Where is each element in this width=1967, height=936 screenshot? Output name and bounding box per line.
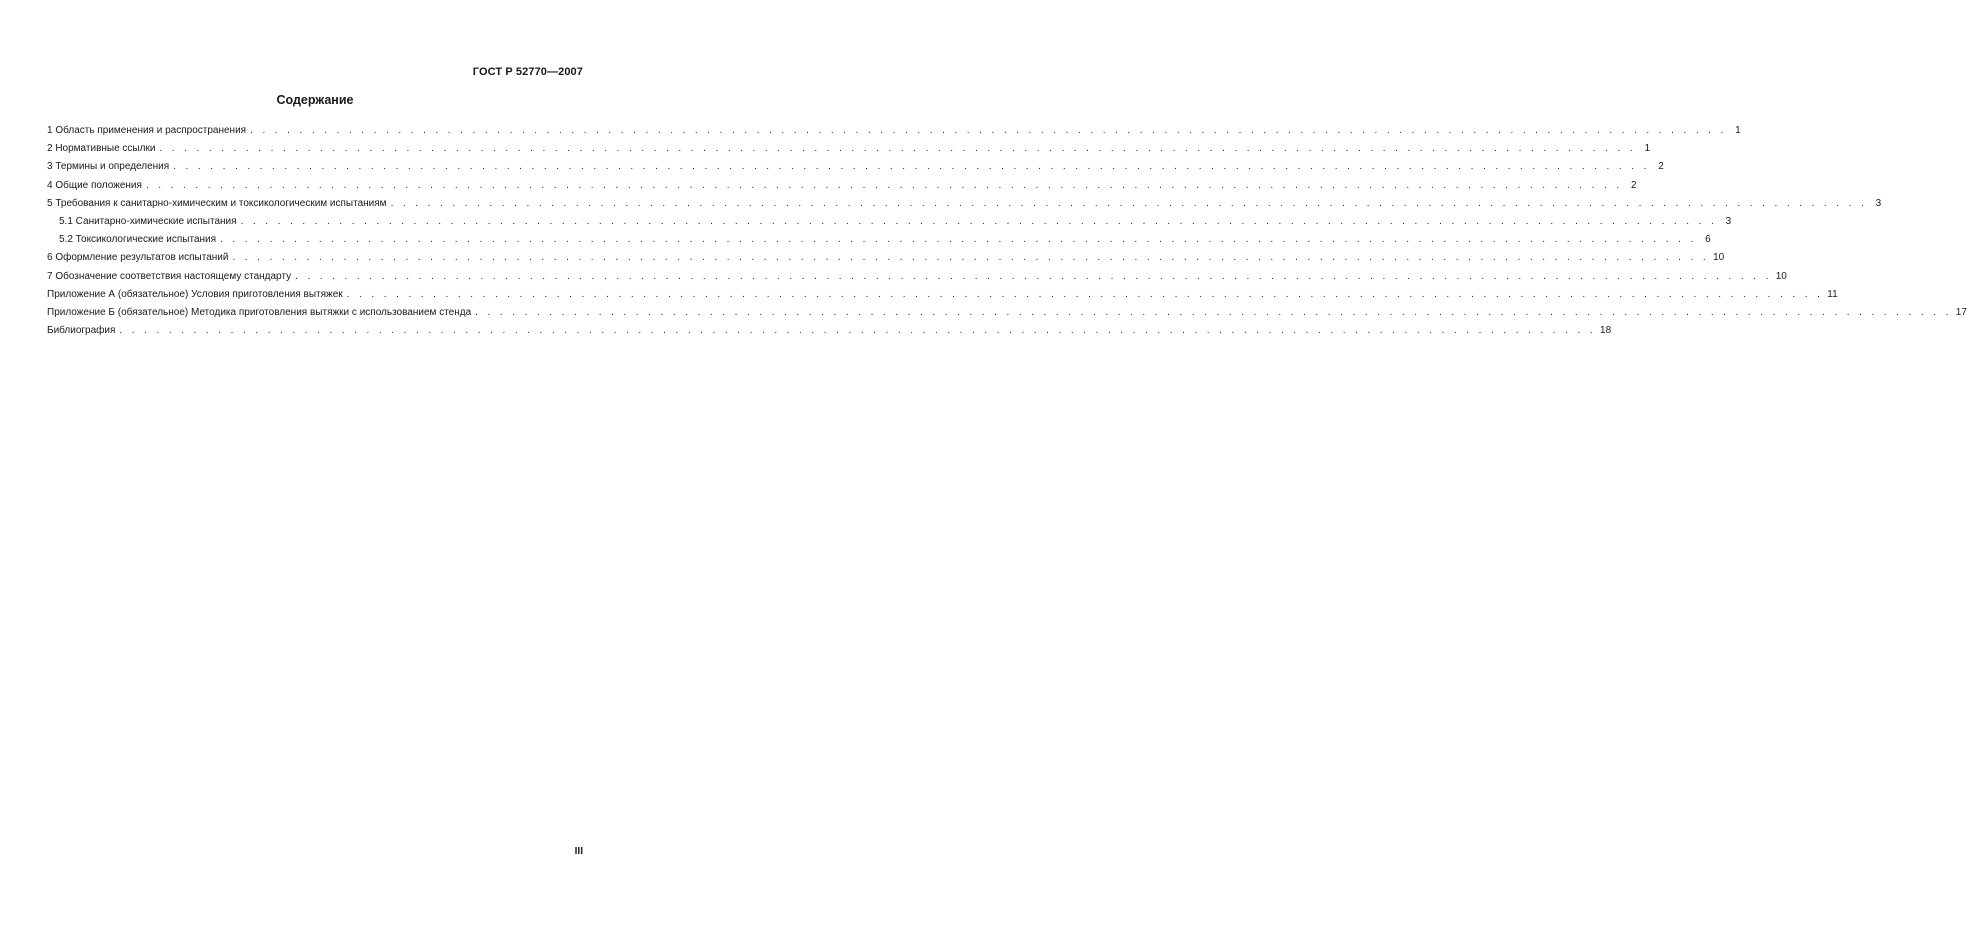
- toc-entry-label: 4 Общие положения: [47, 179, 142, 191]
- toc-leader-dots: . . . . . . . . . . . . . . . . . . . . . . . . . . . . . . . . . . . . . . . . . . . . . . . . . . . . . . . . . . . . . . . . . . . . . . . . . . . . . . . . . . . . . . . . . . . . . . . . . . . . . . . . . . . . . . . . . . . . . . . .: [232, 252, 1710, 264]
- toc-entry-page: 6: [1705, 234, 1711, 246]
- toc-entry[interactable]: [47, 304, 1967, 322]
- toc-entry-page: 2: [1631, 179, 1637, 191]
- toc-entry-page: 10: [1775, 270, 1787, 282]
- toc-entry-label: Приложение Б (обязательное) Методика приготовления вытяжки с использованием стенда: [47, 306, 472, 318]
- toc-leader-dots: . . . . . . . . . . . . . . . . . . . . . . . . . . . . . . . . . . . . . . . . . . . . . . . . . . . . . . . . . . . . . . . . . . . . . . . . . . . . . . . . . . . . . . . . . . . . . . . . . . . . . . . . . . . . . . . . . . . . . . . .: [173, 161, 1650, 173]
- toc-leader-dots: . . . . . . . . . . . . . . . . . . . . . . . . . . . . . . . . . . . . . . . . . . . . . . . . . . . . . . . . . . . . . . . . . . . . . . . . . . . . . . . . . . . . . . . . . . . . . . . . . . . . . . . . . . . . . . . . . . . . . . . .: [390, 197, 1868, 209]
- toc-leader-dots: . . . . . . . . . . . . . . . . . . . . . . . . . . . . . . . . . . . . . . . . . . . . . . . . . . . . . . . . . . . . . . . . . . . . . . . . . . . . . . . . . . . . . . . . . . . . . . . . . . . . . . . . . . . . . . . . . . . . . . . .: [220, 234, 1697, 246]
- toc-leader-dots: . . . . . . . . . . . . . . . . . . . . . . . . . . . . . . . . . . . . . . . . . . . . . . . . . . . . . . . . . . . . . . . . . . . . . . . . . . . . . . . . . . . . . . . . . . . . . . . . . . . . . . . . . . . . . . . . . . . . . . . .: [346, 288, 1824, 300]
- toc-entry[interactable]: [47, 286, 1838, 304]
- toc-entry-label: 5.1 Санитарно-химические испытания: [59, 215, 237, 227]
- toc-entry[interactable]: [47, 249, 1725, 267]
- toc-leader-dots: . . . . . . . . . . . . . . . . . . . . . . . . . . . . . . . . . . . . . . . . . . . . . . . . . . . . . . . . . . . . . . . . . . . . . . . . . . . . . . . . . . . . . . . . . . . . . . . . . . . . . . . . . . . . . . . . . . . . . . . .: [240, 215, 1718, 227]
- toc-leader-dots: . . . . . . . . . . . . . . . . . . . . . . . . . . . . . . . . . . . . . . . . . . . . . . . . . . . . . . . . . . . . . . . . . . . . . . . . . . . . . . . . . . . . . . . . . . . . . . . . . . . . . . . . . . . . . . . . . . . . . . . .: [159, 143, 1637, 155]
- page-number: III: [574, 846, 583, 857]
- toc-entry-page: 3: [1725, 215, 1732, 227]
- toc-entry-label: Библиография: [47, 325, 116, 337]
- toc-entry-page: 2: [1658, 161, 1664, 173]
- toc-entry-page: 17: [1955, 306, 1967, 318]
- toc-leader-dots: . . . . . . . . . . . . . . . . . . . . . . . . . . . . . . . . . . . . . . . . . . . . . . . . . . . . . . . . . . . . . . . . . . . . . . . . . . . . . . . . . . . . . . . . . . . . . . . . . . . . . . . . . . . . . . . . . . . . . . . .: [295, 270, 1772, 282]
- toc-entry-label: 1 Область применения и распространения: [47, 125, 247, 136]
- toc-entry-label: 7 Обозначение соответствия настоящему стандарту: [47, 270, 292, 282]
- toc-entry-page: 10: [1713, 252, 1725, 264]
- document-code: ГОСТ Р 52770—2007: [472, 66, 583, 78]
- toc-entry[interactable]: [47, 231, 1711, 249]
- toc-title: Содержание: [276, 93, 354, 107]
- toc-entry-page: 1: [1644, 143, 1651, 155]
- toc-entry[interactable]: [47, 140, 1651, 158]
- toc-entry[interactable]: [47, 177, 1637, 195]
- toc-entry-label: 2 Нормативные ссылки: [47, 143, 156, 155]
- toc-entry-page: 3: [1875, 197, 1882, 209]
- toc-entry[interactable]: [47, 195, 1882, 213]
- toc-entry-page: 18: [1600, 325, 1612, 337]
- toc-leader-dots: . . . . . . . . . . . . . . . . . . . . . . . . . . . . . . . . . . . . . . . . . . . . . . . . . . . . . . . . . . . . . . . . . . . . . . . . . . . . . . . . . . . . . . . . . . . . . . . . . . . . . . . . . . . . . . . . . . . . . . . .: [145, 179, 1623, 191]
- table-of-contents: [47, 122, 1967, 340]
- toc-entry[interactable]: [47, 322, 1612, 340]
- toc-entry-page: 11: [1827, 288, 1838, 300]
- toc-leader-dots: . . . . . . . . . . . . . . . . . . . . . . . . . . . . . . . . . . . . . . . . . . . . . . . . . . . . . . . . . . . . . . . . . . . . . . . . . . . . . . . . . . . . . . . . . . . . . . . . . . . . . . . . . . . . . . . . . . . . . . . .: [250, 125, 1727, 136]
- toc-entry-label: 6 Оформление результатов испытаний: [47, 252, 229, 264]
- toc-leader-dots: . . . . . . . . . . . . . . . . . . . . . . . . . . . . . . . . . . . . . . . . . . . . . . . . . . . . . . . . . . . . . . . . . . . . . . . . . . . . . . . . . . . . . . . . . . . . . . . . . . . . . . . . . . . . . . . . . . . . . . . .: [119, 325, 1597, 337]
- toc-entry[interactable]: [47, 158, 1664, 176]
- toc-entry-label: 3 Термины и определения: [47, 161, 170, 173]
- toc-entry[interactable]: [47, 122, 1741, 140]
- toc-entry-label: 5 Требования к санитарно-химическим и токсикологическим испытаниям: [47, 197, 387, 209]
- toc-entry[interactable]: [47, 268, 1787, 286]
- toc-leader-dots: . . . . . . . . . . . . . . . . . . . . . . . . . . . . . . . . . . . . . . . . . . . . . . . . . . . . . . . . . . . . . . . . . . . . . . . . . . . . . . . . . . . . . . . . . . . . . . . . . . . . . . . . . . . . . . . . . . . . . . . .: [475, 306, 1952, 318]
- toc-entry-label: Приложение А (обязательное) Условия приготовления вытяжек: [47, 288, 343, 300]
- toc-entry-label: 5.2 Токсикологические испытания: [59, 234, 217, 246]
- toc-entry-page: 1: [1735, 125, 1741, 136]
- toc-entry[interactable]: [47, 213, 1732, 231]
